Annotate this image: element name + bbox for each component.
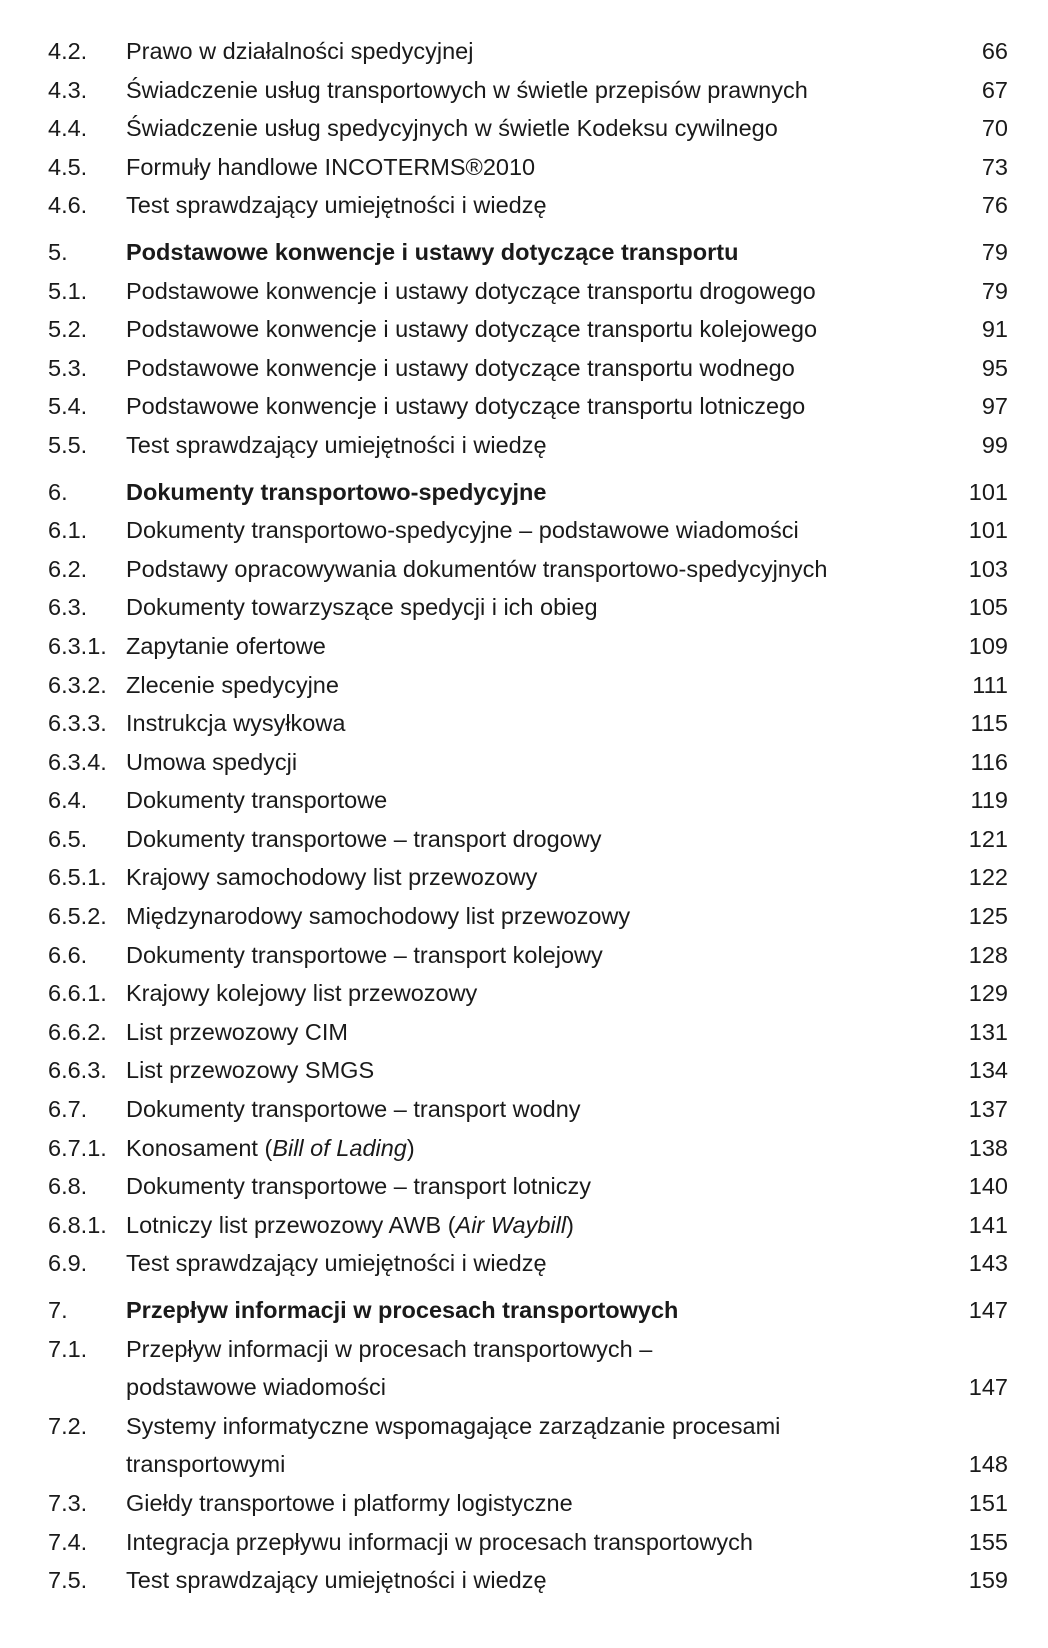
toc-section-number: 7.5. xyxy=(48,1567,88,1594)
toc-page-number: 76 xyxy=(981,192,1008,219)
toc-entry-row xyxy=(48,1561,1008,1600)
toc-section-number: 5. xyxy=(48,238,68,265)
toc-page-number: 105 xyxy=(968,594,1008,621)
toc-entry-row xyxy=(48,349,1008,388)
toc-section-title-block xyxy=(126,473,928,512)
toc-section-title: Zlecenie spedycyjne xyxy=(126,671,339,698)
toc-entry-row xyxy=(48,1206,1008,1245)
toc-section-number: 6.5.1. xyxy=(48,864,107,891)
toc-section-title-block xyxy=(126,1090,928,1129)
toc-section-number: 6.6.3. xyxy=(48,1057,107,1084)
toc-section-title: List przewozowy CIM xyxy=(126,1018,348,1045)
toc-entry-row xyxy=(48,1523,1008,1562)
toc-section-title-block xyxy=(126,387,928,426)
toc-section-title: Świadczenie usług spedycyjnych w świetle Kodeksu cywilnego xyxy=(126,115,778,142)
toc-entry-row xyxy=(48,148,1008,187)
toc-section-title: Świadczenie usług transportowych w świetle przepisów prawnych xyxy=(126,76,808,103)
toc-section-title-block xyxy=(126,1167,928,1206)
toc-section-title-block xyxy=(126,743,928,782)
toc-section-number: 4.6. xyxy=(48,192,88,219)
toc-entry-row xyxy=(48,550,1008,589)
toc-page-number: 155 xyxy=(968,1528,1008,1555)
toc-section-number: 6.5. xyxy=(48,825,88,852)
toc-page-number: 121 xyxy=(968,825,1008,852)
toc-page-number: 99 xyxy=(981,431,1008,458)
toc-section-title-block xyxy=(126,936,928,975)
toc-section-number: 7.1. xyxy=(48,1335,88,1362)
toc-entry-row xyxy=(48,1129,1008,1168)
toc-page-number: 141 xyxy=(968,1211,1008,1238)
toc-section-title: List przewozowy SMGS xyxy=(126,1057,375,1084)
toc-section-title-block xyxy=(126,550,928,589)
toc-section-title: Formuły handlowe INCOTERMS®2010 xyxy=(126,153,536,180)
toc-entry-row xyxy=(48,109,1008,148)
toc-section-title-block xyxy=(126,1291,928,1330)
toc-section-title-block xyxy=(126,627,928,666)
toc-entry-row xyxy=(48,186,1008,225)
toc-section-title-block xyxy=(126,588,928,627)
toc-section-title-block xyxy=(126,426,928,465)
toc-section-title: Systemy informatyczne wspomagające zarządzanie procesami xyxy=(126,1412,781,1439)
toc-page-number: 129 xyxy=(968,980,1008,1007)
toc-page-number: 137 xyxy=(968,1096,1008,1123)
toc-section-title-continuation: podstawowe wiadomości xyxy=(126,1374,386,1401)
toc-section-title: Test sprawdzający umiejętności i wiedzę xyxy=(126,431,547,458)
toc-page-number: 138 xyxy=(968,1134,1008,1161)
toc-section-number: 6.5.2. xyxy=(48,903,107,930)
toc-entry-row xyxy=(48,1407,1008,1484)
toc-page-number: 119 xyxy=(970,787,1008,814)
toc-section-number: 4.4. xyxy=(48,115,88,142)
toc-entry-row xyxy=(48,704,1008,743)
toc-page-number: 79 xyxy=(981,277,1008,304)
toc-section-title: Przepływ informacji w procesach transportowych xyxy=(126,1297,679,1323)
toc-italic-term: Bill of Lading xyxy=(272,1134,407,1161)
toc-section-title: Lotniczy list przewozowy AWB (Air Waybill) xyxy=(126,1211,574,1238)
toc-section-title: Podstawowe konwencje i ustawy dotyczące transportu lotniczego xyxy=(126,393,806,420)
toc-page-number: 101 xyxy=(968,517,1008,544)
toc-section-title: Test sprawdzający umiejętności i wiedzę xyxy=(126,192,547,219)
toc-section-title-block xyxy=(126,349,928,388)
toc-section-title-block xyxy=(126,310,928,349)
toc-section-number: 5.1. xyxy=(48,277,88,304)
toc-section-title-block xyxy=(126,897,928,936)
toc-section-title: Podstawowe konwencje i ustawy dotyczące transportu drogowego xyxy=(126,277,816,304)
toc-section-title: Międzynarodowy samochodowy list przewozowy xyxy=(126,903,631,930)
toc-page-number: 109 xyxy=(968,632,1008,659)
toc-section-number: 6.3.1. xyxy=(48,632,107,659)
toc-page-number: 73 xyxy=(981,153,1008,180)
toc-page-number: 67 xyxy=(981,76,1008,103)
toc-entry-row xyxy=(48,897,1008,936)
toc-page-number: 91 xyxy=(981,316,1008,343)
toc-section-number: 7. xyxy=(48,1297,68,1323)
toc-section-title-block xyxy=(126,1484,928,1523)
toc-section-number: 7.2. xyxy=(48,1412,88,1439)
toc-section-title: Giełdy transportowe i platformy logistyczne xyxy=(126,1489,573,1516)
toc-page-number: 103 xyxy=(968,555,1008,582)
toc-section-number: 6.9. xyxy=(48,1250,88,1277)
toc-section-number: 6.2. xyxy=(48,555,88,582)
toc-section-title-block xyxy=(126,1407,928,1484)
toc-page-number: 66 xyxy=(981,38,1008,64)
toc-section-title-block xyxy=(126,1244,928,1283)
toc-section-title: Dokumenty transportowo-spedycyjne – podstawowe wiadomości xyxy=(126,517,799,544)
toc-entry-row xyxy=(48,781,1008,820)
toc-section-title-block xyxy=(126,1129,928,1168)
toc-section-title-block xyxy=(126,820,928,859)
toc-page-number: 115 xyxy=(970,710,1008,737)
toc-section-title: Przepływ informacji w procesach transportowych – xyxy=(126,1335,653,1362)
toc-section-title: Dokumenty transportowe – transport lotniczy xyxy=(126,1173,591,1200)
toc-entry-row xyxy=(48,936,1008,975)
toc-section-title-block xyxy=(126,32,928,71)
toc-entry-row xyxy=(48,627,1008,666)
toc-section-number: 6.4. xyxy=(48,787,88,814)
toc-chapter-row xyxy=(48,1291,1008,1330)
toc-entry-row xyxy=(48,588,1008,627)
toc-page-number: 134 xyxy=(968,1057,1008,1084)
toc-section-number: 6. xyxy=(48,478,68,505)
toc-section-title-block xyxy=(126,781,928,820)
toc-page-number: 147 xyxy=(968,1297,1008,1323)
toc-section-title: Test sprawdzający umiejętności i wiedzę xyxy=(126,1250,547,1277)
toc-section-title: Krajowy samochodowy list przewozowy xyxy=(126,864,538,891)
toc-section-title-block xyxy=(126,148,928,187)
toc-section-title: Podstawowe konwencje i ustawy dotyczące transportu xyxy=(126,238,739,265)
toc-entry-row xyxy=(48,1330,1008,1407)
toc-section-title: Umowa spedycji xyxy=(126,748,298,775)
toc-section-title-continuation: transportowymi xyxy=(126,1451,286,1478)
toc-entry-row xyxy=(48,820,1008,859)
toc-italic-term: Air Waybill xyxy=(455,1211,567,1238)
toc-entry-row xyxy=(48,666,1008,705)
toc-section-title-block xyxy=(126,704,928,743)
toc-chapter-row xyxy=(48,233,1008,272)
toc-section-title: Podstawowe konwencje i ustawy dotyczące transportu wodnego xyxy=(126,354,795,381)
toc-chapter-row xyxy=(48,473,1008,512)
toc-section-title-block xyxy=(126,1330,928,1407)
toc-section-number: 7.3. xyxy=(48,1489,88,1516)
toc-page-number: 101 xyxy=(968,478,1008,505)
table-of-contents xyxy=(48,32,1008,1600)
toc-page-number: 111 xyxy=(972,671,1008,698)
toc-page-number: 151 xyxy=(968,1489,1008,1516)
toc-section-title: Zapytanie ofertowe xyxy=(126,632,326,659)
toc-entry-row xyxy=(48,272,1008,311)
toc-section-number: 5.5. xyxy=(48,431,88,458)
toc-section-title-block xyxy=(126,511,928,550)
toc-entry-row xyxy=(48,426,1008,465)
toc-section-number: 6.3.2. xyxy=(48,671,107,698)
toc-section-number: 6.8.1. xyxy=(48,1211,107,1238)
toc-section-title: Podstawowe konwencje i ustawy dotyczące transportu kolejowego xyxy=(126,316,818,343)
toc-section-title: Integracja przepływu informacji w procesach transportowych xyxy=(126,1528,753,1555)
toc-section-title-block xyxy=(126,71,928,110)
toc-entry-row xyxy=(48,1484,1008,1523)
toc-section-title: Dokumenty transportowe xyxy=(126,787,388,814)
toc-section-title-block xyxy=(126,1523,928,1562)
toc-entry-row xyxy=(48,858,1008,897)
toc-entry-row xyxy=(48,71,1008,110)
toc-section-number: 5.3. xyxy=(48,354,88,381)
toc-section-title-block xyxy=(126,1206,928,1245)
toc-entry-row xyxy=(48,1051,1008,1090)
toc-entry-row xyxy=(48,743,1008,782)
toc-page-number: 131 xyxy=(968,1018,1008,1045)
toc-section-title-block xyxy=(126,233,928,272)
toc-entry-row xyxy=(48,32,1008,71)
toc-section-number: 6.8. xyxy=(48,1173,88,1200)
toc-section-number: 5.4. xyxy=(48,393,88,420)
toc-section-number: 4.3. xyxy=(48,76,88,103)
toc-section-title-block xyxy=(126,109,928,148)
toc-entry-row xyxy=(48,511,1008,550)
toc-page-number: 128 xyxy=(968,941,1008,968)
toc-page-number: 140 xyxy=(968,1173,1008,1200)
toc-section-number: 5.2. xyxy=(48,316,88,343)
toc-section-title-block xyxy=(126,666,928,705)
toc-section-title-block xyxy=(126,974,928,1013)
toc-entry-row xyxy=(48,1167,1008,1206)
toc-section-number: 6.3.4. xyxy=(48,748,107,775)
toc-page-number: 147 xyxy=(968,1374,1008,1401)
toc-section-number: 7.4. xyxy=(48,1528,88,1555)
toc-page-number: 79 xyxy=(981,238,1008,265)
toc-entry-row xyxy=(48,1013,1008,1052)
toc-page-number: 97 xyxy=(981,393,1008,420)
toc-section-title: Test sprawdzający umiejętności i wiedzę xyxy=(126,1567,547,1594)
toc-section-title-block xyxy=(126,272,928,311)
toc-section-title: Instrukcja wysyłkowa xyxy=(126,710,346,737)
toc-section-number: 6.3.3. xyxy=(48,710,107,737)
toc-page-number: 122 xyxy=(968,864,1008,891)
toc-section-title-block xyxy=(126,1051,928,1090)
toc-section-title-block xyxy=(126,1561,928,1600)
toc-section-title: Dokumenty transportowe – transport drogowy xyxy=(126,825,602,852)
toc-entry-row xyxy=(48,387,1008,426)
toc-section-number: 4.2. xyxy=(48,38,88,64)
toc-page-number: 148 xyxy=(968,1451,1008,1478)
toc-page-number: 143 xyxy=(968,1250,1008,1277)
toc-section-title: Podstawy opracowywania dokumentów transportowo-spedycyjnych xyxy=(126,555,828,582)
toc-section-title: Konosament (Bill of Lading) xyxy=(126,1134,415,1161)
toc-section-number: 6.1. xyxy=(48,517,88,544)
toc-page-number: 116 xyxy=(970,748,1008,775)
toc-section-title: Dokumenty transportowe – transport wodny xyxy=(126,1096,581,1123)
toc-page-number: 95 xyxy=(981,354,1008,381)
toc-entry-row xyxy=(48,310,1008,349)
toc-page-number: 159 xyxy=(968,1567,1008,1594)
toc-section-title-block xyxy=(126,858,928,897)
toc-section-number: 6.6.1. xyxy=(48,980,107,1007)
toc-section-title: Dokumenty towarzyszące spedycji i ich obieg xyxy=(126,594,598,621)
toc-entry-row xyxy=(48,974,1008,1013)
toc-entry-row xyxy=(48,1090,1008,1129)
toc-section-title: Dokumenty transportowo-spedycyjne xyxy=(126,478,547,505)
toc-section-title-block xyxy=(126,1013,928,1052)
toc-section-number: 6.6.2. xyxy=(48,1018,107,1045)
toc-section-number: 6.6. xyxy=(48,941,88,968)
toc-section-title: Krajowy kolejowy list przewozowy xyxy=(126,980,478,1007)
toc-section-number: 6.7.1. xyxy=(48,1134,107,1161)
toc-section-number: 6.7. xyxy=(48,1096,88,1123)
toc-section-number: 4.5. xyxy=(48,153,88,180)
toc-page-number: 70 xyxy=(981,115,1008,142)
toc-section-number: 6.3. xyxy=(48,594,88,621)
toc-section-title: Prawo w działalności spedycyjnej xyxy=(126,38,474,64)
toc-entry-row xyxy=(48,1244,1008,1283)
toc-section-title-block xyxy=(126,186,928,225)
toc-section-title: Dokumenty transportowe – transport kolejowy xyxy=(126,941,603,968)
toc-page-number: 125 xyxy=(968,903,1008,930)
